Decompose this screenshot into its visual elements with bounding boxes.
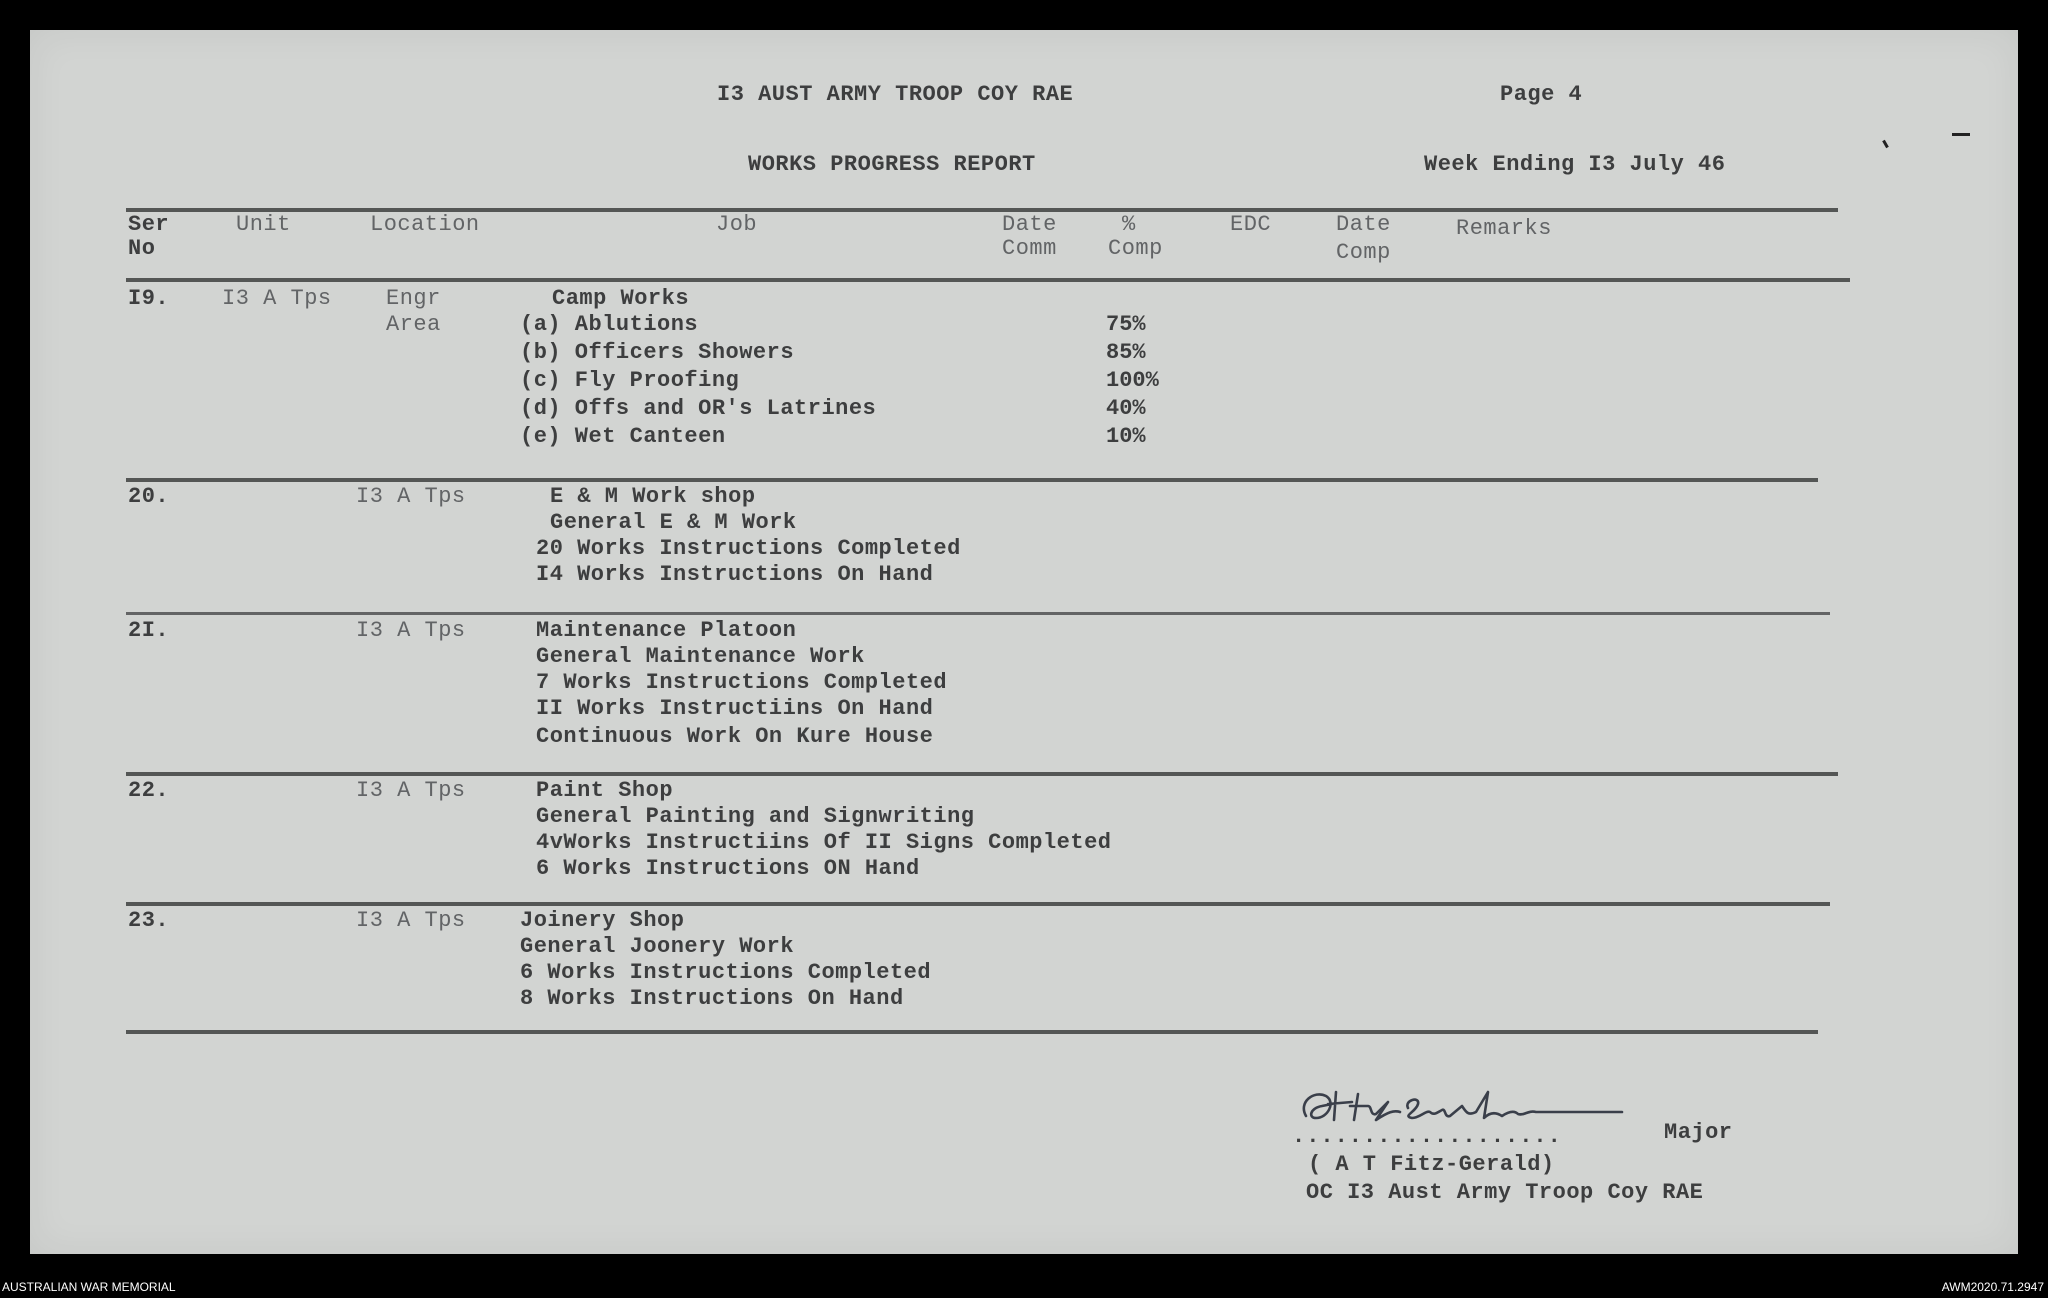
week-ending: Week Ending I3 July 46: [1424, 152, 1726, 177]
row-20-ser: 20.: [128, 484, 170, 509]
row-21-line-1: Maintenance Platoon: [536, 618, 797, 643]
unit-title: I3 AUST ARMY TROOP COY RAE: [717, 82, 1074, 107]
row-19-pct-d: 40%: [1106, 396, 1146, 421]
row-20-line-4: I4 Works Instructions On Hand: [536, 562, 934, 587]
row-19-job-title: Camp Works: [552, 286, 690, 311]
col-remarks: Remarks: [1456, 216, 1552, 241]
col-no: No: [128, 236, 156, 261]
col-job: Job: [716, 212, 758, 237]
col-location: Location: [370, 212, 480, 237]
row-rule: [126, 478, 1818, 482]
header-rule-bottom: [126, 278, 1850, 282]
page-number: Page 4: [1500, 82, 1583, 107]
row-22-ser: 22.: [128, 778, 170, 803]
col-pct: %: [1122, 212, 1136, 237]
row-19-ser: I9.: [128, 286, 170, 311]
signature-dots: ...................: [1292, 1124, 1562, 1149]
row-23-line-1: Joinery Shop: [520, 908, 685, 933]
signature-rank: Major: [1664, 1120, 1733, 1145]
row-23-location: I3 A Tps: [356, 908, 466, 933]
report-title: WORKS PROGRESS REPORT: [748, 152, 1036, 177]
row-rule: [126, 772, 1838, 776]
row-19-item-d: (d) Offs and OR's Latrines: [520, 396, 877, 421]
row-21-ser: 2I.: [128, 618, 170, 643]
paper-speck: [1952, 133, 1970, 136]
row-19-item-b: (b) Officers Showers: [520, 340, 795, 365]
col-ser: Ser: [128, 212, 170, 237]
row-rule: [126, 902, 1830, 906]
row-19-pct-e: 10%: [1106, 424, 1146, 449]
row-19-location-1: Engr: [386, 286, 441, 311]
row-22-line-3: 4vWorks Instructiins Of II Signs Completed: [536, 830, 1112, 855]
col-date-comp-2: Comp: [1336, 240, 1391, 265]
row-19-pct-a: 75%: [1106, 312, 1146, 337]
col-date-comm-2: Comm: [1002, 236, 1057, 261]
row-21-line-4: II Works Instructiins On Hand: [536, 696, 934, 721]
row-22-location: I3 A Tps: [356, 778, 466, 803]
row-20-location: I3 A Tps: [356, 484, 466, 509]
row-20-line-3: 20 Works Instructions Completed: [536, 536, 961, 561]
row-19-item-e: (e) Wet Canteen: [520, 424, 726, 449]
row-21-line-5: Continuous Work On Kure House: [536, 724, 934, 749]
row-22-line-1: Paint Shop: [536, 778, 674, 803]
row-20-line-2: General E & M Work: [550, 510, 797, 535]
row-22-line-2: General Painting and Signwriting: [536, 804, 975, 829]
row-19-pct-c: 100%: [1106, 368, 1159, 393]
col-pct-2: Comp: [1108, 236, 1163, 261]
row-rule: [126, 612, 1830, 615]
row-19-item-a: (a) Ablutions: [520, 312, 699, 337]
row-20-line-1: E & M Work shop: [550, 484, 756, 509]
row-23-ser: 23.: [128, 908, 170, 933]
row-21-location: I3 A Tps: [356, 618, 466, 643]
paper-speck: [1882, 140, 1889, 148]
col-edc: EDC: [1230, 212, 1272, 237]
row-19-unit: I3 A Tps: [222, 286, 332, 311]
col-date-comp: Date: [1336, 212, 1391, 237]
row-23-line-3: 6 Works Instructions Completed: [520, 960, 932, 985]
table-bottom-rule: [126, 1030, 1818, 1034]
col-date-comm: Date: [1002, 212, 1057, 237]
row-23-line-4: 8 Works Instructions On Hand: [520, 986, 904, 1011]
row-21-line-2: General Maintenance Work: [536, 644, 865, 669]
row-19-item-c: (c) Fly Proofing: [520, 368, 740, 393]
row-19-pct-b: 85%: [1106, 340, 1146, 365]
footer-source: AUSTRALIAN WAR MEMORIAL: [2, 1280, 176, 1294]
document-page: [30, 30, 2018, 1254]
col-unit: Unit: [236, 212, 291, 237]
signature-title: OC I3 Aust Army Troop Coy RAE: [1306, 1180, 1704, 1205]
footer-reference: AWM2020.71.2947: [1941, 1280, 2044, 1294]
row-23-line-2: General Joonery Work: [520, 934, 795, 959]
row-22-line-4: 6 Works Instructions ON Hand: [536, 856, 920, 881]
row-21-line-3: 7 Works Instructions Completed: [536, 670, 948, 695]
row-19-location-2: Area: [386, 312, 441, 337]
signature-name: ( A T Fitz-Gerald): [1308, 1152, 1555, 1177]
